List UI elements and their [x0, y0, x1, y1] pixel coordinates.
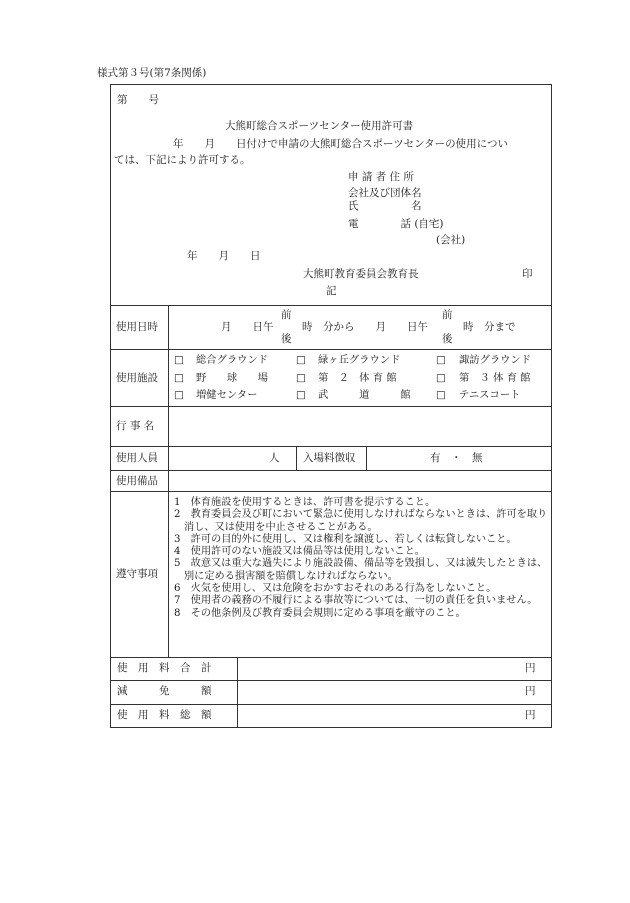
intro-text: 年 月 日付けで申請の大熊町総合スポーツセンターの使用につい	[173, 138, 508, 150]
cell-divider	[296, 446, 297, 470]
yen-unit: 円	[525, 709, 536, 721]
facility-option: 緑ヶ丘グラウンド	[318, 354, 401, 366]
fee-grand-total-label: 使 用 料 総 額	[117, 709, 212, 721]
divider	[110, 491, 552, 492]
applicant-org-label: 会社及び団体名	[348, 187, 422, 199]
rule-item: 7 使用者の義務の不履行による事故等については、一切の責任を負いません。	[174, 595, 538, 607]
facility-option: 増健センター	[196, 389, 258, 401]
usage-date-middle: 時 分から 月 日午	[302, 321, 428, 333]
divider	[110, 305, 552, 306]
rules-label: 遵守事項	[116, 568, 158, 580]
label-column-divider	[168, 305, 169, 657]
rule-item: 2 教育委員会及び町において緊急に使用しなければならないときは、許可を取り消し、又は使用を中止させることがある。	[174, 509, 548, 533]
usage-date-label: 使用日時	[116, 321, 158, 333]
checkbox-icon[interactable]: □	[296, 389, 306, 401]
document-title: 大熊町総合スポーツセンター使用許可書	[225, 120, 414, 132]
equipment-field[interactable]	[170, 472, 550, 489]
seal-mark: 印	[522, 268, 533, 280]
rule-item: 1 体育施設を使用するときは、許可書を提示すること。	[174, 497, 436, 508]
facility-option: 総合グラウンド	[196, 354, 269, 366]
rules-list	[174, 497, 550, 620]
usage-date-end: 時 分まで	[463, 321, 516, 333]
facility-option: テニスコート	[459, 389, 521, 401]
admission-options[interactable]: 有 ・ 無	[430, 452, 483, 464]
am-mark: 前	[442, 309, 453, 321]
rule-item: 5 故意又は重大な過失により施設設備、備品等を毀損し、又は滅失したときは、別に定める損害額を賠償しなければならない。	[174, 558, 548, 582]
divider	[110, 657, 552, 658]
checkbox-icon[interactable]: □	[174, 354, 184, 366]
checkbox-icon[interactable]: □	[174, 389, 184, 401]
facilities-label: 使用施設	[116, 372, 158, 384]
rule-item: 3 許可の目的外に使用し、又は権利を譲渡し、若しくは転貸しないこと。	[174, 533, 517, 545]
admission-label: 入場料徴収	[303, 452, 356, 464]
yen-unit: 円	[525, 685, 536, 697]
pm-mark: 後	[281, 333, 292, 345]
divider	[110, 349, 552, 350]
applicant-company-phone-label: (会社)	[436, 234, 466, 246]
divider	[110, 446, 552, 447]
facility-option: 第 ３ 体 育 館	[459, 372, 531, 384]
checkbox-icon[interactable]: □	[296, 354, 306, 366]
fee-exemption-label: 減 免 額	[117, 685, 212, 697]
checkbox-icon[interactable]: □	[296, 372, 306, 384]
usage-date-start: 月 日午	[221, 321, 274, 333]
fee-column-divider	[237, 657, 238, 728]
event-name-label: 行 事 名	[116, 420, 155, 432]
issue-date: 年 月 日	[187, 250, 261, 262]
users-label: 使用人員	[116, 452, 158, 464]
yen-unit: 円	[525, 662, 536, 674]
issuer-title: 大熊町教育委員会教育長	[303, 268, 419, 280]
divider	[110, 470, 552, 471]
applicant-address-label: 申 請 者 住 所	[348, 171, 414, 183]
facility-option: 野 球 場	[196, 372, 269, 384]
facility-option: 武 道 館	[318, 389, 411, 401]
checkbox-icon[interactable]: □	[436, 354, 446, 366]
intro-text: ては、下記により許可する。	[114, 154, 251, 166]
rule-item: 4 使用許可のない施設又は備品等は使用しないこと。	[174, 546, 425, 558]
equipment-label: 使用備品	[116, 475, 158, 487]
facility-option: 第 ２ 体 育 館	[318, 372, 397, 384]
facility-option: 諏訪グラウンド	[459, 354, 532, 366]
rule-item: 8 その他条例及び教育委員会規則に定める事項を厳守のこと。	[174, 607, 466, 619]
permit-number-label: 第 号	[117, 94, 159, 106]
cell-divider	[366, 446, 367, 470]
divider	[110, 406, 552, 407]
applicant-phone-label: 電 話 (自宅)	[348, 218, 444, 230]
applicant-name-label: 氏 名	[348, 200, 422, 212]
ki-heading: 記	[326, 285, 337, 297]
divider	[110, 680, 552, 681]
form-label: 様式第３号(第7条関係)	[97, 67, 207, 79]
users-unit: 人	[269, 452, 280, 464]
pm-mark: 後	[442, 333, 453, 345]
checkbox-icon[interactable]: □	[174, 372, 184, 384]
am-mark: 前	[281, 309, 292, 321]
checkbox-icon[interactable]: □	[436, 372, 446, 384]
event-name-field[interactable]	[170, 408, 550, 444]
checkbox-icon[interactable]: □	[436, 389, 446, 401]
divider	[110, 704, 552, 705]
rule-item: 6 火気を使用し、又は危険をおかすおそれのある行為をしないこと。	[174, 583, 497, 595]
fee-total-label: 使 用 料 合 計	[117, 662, 212, 674]
